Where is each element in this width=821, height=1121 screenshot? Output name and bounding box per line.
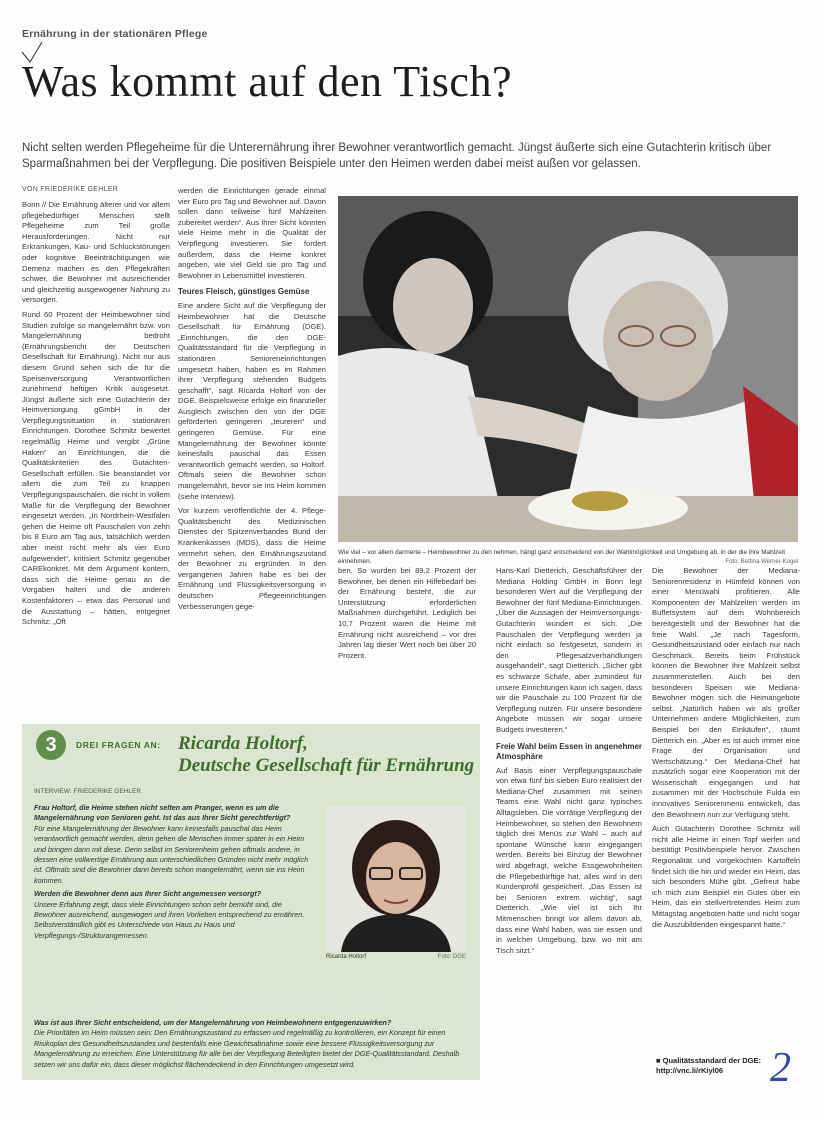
handwritten-number: 2	[770, 1045, 791, 1091]
interview-answer: Für eine Mangelernährung der Bewohner kann keinesfalls pauschal das Heim verantwortlich gemacht werden, denn gehen die Menschen immer später in ein Heim und bringen dann mit diese. Denn selbst im Seniorenheim gehen oftmals andere, in dessen eine vollwertige Ernährung aus unterschiedlichen Gründen nicht mehr möglich ist. Oftmals sind die Bewohner dann bereits schon mangelernährt, wenn sie ins Heim kommen.	[34, 823, 309, 885]
article-column-5	[652, 566, 800, 1046]
interview-byline: INTERVIEW: FRIEDERIKE GEHLER	[34, 788, 142, 795]
interview-label: DREI FRAGEN AN:	[76, 740, 161, 750]
photo-credit: Foto: Bettina Werner-Kogel	[725, 559, 798, 565]
paragraph: Auf Basis einer Verpflegungspauschale von etwa fünf bis sieben Euro realisiert der Mediana-Chef zusammen mit seinen Teams eine Wahl nicht ganz typisches Alltagsleben. Die vorrätige Verpflegung der Heimbewohner, so stehen den Bewohnern täglich drei Menüs zur Wahl – auch auf spontane Wünsche kann eingegangen werden. Bereits bei Einzug der Bewohner wird abgefragt, welche Essgewohnheiten die Pflegebedürftige hat, alles wird in den Kundenprofil gespeichert. „Das Essen ist bei Senioren extrem wichtig“, sagt Dietterich. „Wie viel ist sich Ihr Mitmenschen bringt vor allem davon ab, dass eine Wahl haben, was sie essen und in welcher Umgebung, bzw. wo mit am Tisch sitzt.“	[496, 765, 642, 955]
portrait-name: Ricarda Holtorf	[326, 954, 367, 960]
interview-answer: Unsere Erfahrung zeigt, dass viele Einrichtungen schon sehr bemüht sind, die Bewohner ausreichend, ausgewogen und ihren Vorlieben entsprechend zu ernähren. Selbstverständlich gibt es Unterschiede von Haus zu Haus und Verpflegungs-/Strukturangemessen.	[34, 899, 305, 940]
interview-number-badge: 3	[36, 730, 66, 760]
article-column-4	[496, 566, 642, 1078]
portrait-credit: Foto: DGE	[437, 954, 466, 960]
footnote-url[interactable]: http://vnc.li/rKiyl06	[656, 1066, 724, 1075]
footnote-link	[656, 1056, 761, 1076]
lead-paragraph: Nicht selten werden Pflegeheime für die Unterernährung ihrer Bewohner verantwortlich gemacht. Jüngst äußerte sich eine Gutachterin kritisch über Sparmaßnahmen bei der Verpflegung. Die positiven Beispiele unter den Heimen werden dabei meist außen vor gelassen.	[22, 142, 772, 170]
article-column-3	[338, 566, 476, 686]
interview-name	[178, 733, 474, 777]
article-photo	[338, 196, 798, 542]
paragraph: Vor kurzem veröffentlichte der 4. Pflege-Qualitätsbericht des Medizinischen Dienstes der Spitzenverbandes Bund der Krankenkassen (MDS), dass die Heime vermehrt sehen, den Ernährungszustand der Bewohner zu ergründen. In den vergangenen Jahren habe es bei der Ernährung und Flüssigkeitsversorgung in deutschen Pflegeeinrichtungen Verbesserungen gege-	[178, 506, 326, 611]
photo-caption	[338, 548, 798, 566]
portrait-photo	[326, 806, 466, 952]
paragraph: Bonn // Die Ernährung älterer und vor allem pflegebedürftiger Menschen stellt Pflegeheime zum Teil große Herausforderungen. Nicht nur Erkrankungen, Kau- und Schluckstörungen oder kognitive Beeinträchtigungen wie Demenz machen es den Pflegekräften schwer, die Bewohner mit ausreichender und gleichzeitig ausgewogener Nahrung zu versorgen.	[22, 200, 170, 305]
paragraph: werden die Einrichtungen gerade einmal vier Euro pro Tag und Bewohner auf. Davon sollen dann teilweise fünf Mahlzeiten zubereitet werden“. Aus ihrer Sicht könnten viele Heime mehr in die Qualität der Verpflegung investieren. Sie fordert außerdem, dass die Heime konkret angeben, wie viel Geld sie pro Tag und Bewohner in Lebensmittel investieren.	[178, 186, 326, 280]
byline: VON FRIEDERIKE GEHLER	[22, 186, 119, 193]
kicker: Ernährung in der stationären Pflege	[22, 28, 208, 40]
paragraph: Die Bewohner der Mediana-Seniorenresidenz in Hümfeld können von einer Menüwahl profitieren. Alle Komponenten der Mahlzeiten werden im Buffetsystem auf dem Wohnbereich bereitgestellt und der Bewohner hat die freie Wahl. „Je nach Tagesform, Gesundheitszustand oder einfach nur nach Geschmack. Bereits beim Frühstück können die Bewohner ihre Mahlzeit selbst zusammenstellen. Auch bei den besonderen Speisen wie Mediana-Bewohner mögen sich die Heimangebote selbst. „Natürlich haben wir als großer Unternehmen andere Möglichkeiten, zum Beispiel bei den Einkäufen“, räumt Dietterich ein. „Aber es ist auch immer eine Frage der Organisation und Wertschätzung.“ Der Mediana-Chef hat zusätzlich sogar eine Kooperation mit der Wissenschaft eingegangen und hat zusammen mit der Hochschule Fulda ein innovatives Seniorenmenü entwickelt, das den Bewohnern nun zur Verfügung steht.	[652, 566, 800, 819]
paragraph: Rund 60 Prozent der Heimbewohner sind Studien zufolge so mangelernährt bzw. von Mangelernährung bedroht (Ernährungsbericht der Deutschen Gesellschaft für Ernährung). Nicht nur aus diesem Grund sehen sich die für die Speisenversorgung Verantwortlichen zunehmend heftigen Kritik ausgesetzt. Jüngst äußerte sich eine Gutachterin der Heimversorgung gGmbH in der Verpflegungssituation in stationären Einrichtungen. Dorothee Schmitz bewertet regelmäßig Heime und vergibt „Grüne Haken“ an Einrichtungen, die die Qualitätskriterien des Gutachten-Gesellschaft erfüllen. Sie beanstandet vor allem die zum Teil zu knappen Verpflegungspauschalen, die nicht in vollem Maße für die Verpflegung der Bewohner eingesetzt werden. „In Nordrhein-Westfalen gehen die Heime oft Pauschalen von zehn bis 8 Euro am Tag aus, tatsächlich werden aber meist nicht mehr als vier Euro aufgewendet“, kritisiert Schmitz gegenüber CAREkonkret. Mit dem Argument kontern, dass sich die Heime genau an die Vorgaben halten und die anderen Kostenfaktoren – etwa das Personal und die Ausstattung – hätten, entgegnet Schmitz: „Oft	[22, 309, 170, 627]
paragraph: Auch Gutachterin Dorothee Schmitz will nicht alle Heime in einen Topf werfen und bestätigt Positivbeispiele hervor. Zwischen Regionalität und vorgekochten Kartoffeln findet sich die hin und wieder ein Heim, das sich besonders Mühe gibt. „Gefreut habe ich mich zum Beispiel ein Gutes über ein Heim, das ein stellvertretendes Heim zum Mittagstag angeboten hatte und nicht sogar die Auszubildenden eingespannt hatte.“	[652, 824, 800, 929]
interview-answer: Die Prioritäten im Heim müssen sein: Den Ernährungszustand zu erfassen und regelmäßig zu kontrollieren, ein Konzept für einen Risikoplan des Gesundheitszustandes und bestenfalls eine Gewichtsabnahme sowie eine bessere Flüssigkeitsversorgung zur Mangelernährung zu erreichen. Eine Unterstützung für alle bei der Verpflegung Beteiligten bietet der DGE-Qualitätsstandard. Deshalb setzen wir uns dafür ein, dass dieser möglichst flächendeckend in den Einrichtungen umgesetzt wird.	[34, 1028, 460, 1069]
footnote-title: ■ Qualitätsstandard der DGE:	[656, 1056, 761, 1065]
subheading: Freie Wahl beim Essen in angenehmer Atmosphäre	[496, 741, 642, 762]
article-column-2	[178, 186, 326, 706]
subheading: Teures Fleisch, günstiges Gemüse	[178, 287, 310, 297]
paragraph: Eine andere Sicht auf die Verpflegung der Heimbewohner hat die Deutsche Gesellschaft für Ernährung (DGE). „Einrichtungen, die den DGE-Qualitätsstandard für die Verpflegung in stationären Senioreneinrichtungen umgesetzt haben, haben es im Rahmen ihrer Verpflegung stehenden Budgets geschafft“, sagt Ricarda Holtorf von der DGE. Beispielsweise erfolge ein finanzieller Ausgleich zwischen den von der DGE geförderten geringeren „teureren“ und geringeren Gemüse. Für eine Mangelernährung der Bewohner könnte keinesfalls pauschal das Essen verantwortlich gemacht werden, so Holtorf. Oftmals seien die Bewohner schon mangelernährt, bevor sie ins Heim kommen (siehe Interview).	[178, 300, 326, 501]
article-column-1	[22, 200, 170, 705]
paragraph: ben. So wurden bei 89,2 Prozent der Bewohner, bei denen ein Hilfebedarf bei der Ernährung besteht, die zur Unterstützung erforderlichen Maßnahmen durchgeführt. Lediglich bei 10,7 Prozent waren die Heime mit Ernährung nicht ausreichend – vor drei Jahren lag dieser Wert noch bei über 20 Prozent.	[338, 566, 476, 660]
interview-question: Frau Holtorf, die Heime stehen nicht selten am Pranger, wenn es um die Mangelernährung von Senioren geht. Ist das aus Ihrer Sicht gerechtfertigt?	[34, 803, 291, 823]
interview-text-bottom	[34, 1018, 470, 1070]
caption-text: Wie viel – vor allem darmerte – Heimbewohner zu den nehmen, hängt ganz entscheidend von der Wahlmöglichkeit und Umgebung ab, in der die ihre Mahlzeit einnehmen.	[338, 549, 785, 565]
interview-text	[34, 800, 314, 941]
interview-organization: Deutsche Gesellschaft für Ernährung	[178, 755, 475, 776]
interview-question: Was ist aus Ihrer Sicht entscheidend, um der Mangelernährung von Heimbewohnern entgegenzuwirken?	[34, 1018, 392, 1027]
portrait-caption	[326, 954, 466, 960]
paragraph: Hans-Karl Dietterich, Geschäftsführer der Mediana Holding GmbH in Bonn legt besonderen Wert auf die Verpflegung der Bewohner der fünf Mediana-Einrichtungen. „Über die Aussagen der Heimversorgungs-Gutachterin wundert er sich. „Die Pauschalen der Verpflegung werden ja nicht einfach so festgesetzt, sondern in den Pflegesatzverhandlungen ausgehandelt“, sagt Dietterich. „Sicher gibt es schwarze Schafe, aber zumindest für unsere Einrichtungen kann ich sagen, dass wir die Pauschale zu 100 Prozent für die Verpflegung nutzen. Für unsere besondere Angebote müssen wir sogar unsere Budgets investieren.“	[496, 566, 642, 734]
interview-name-line: Ricarda Holtorf,	[178, 733, 308, 754]
footnote-text: Qualitätsstandard der DGE:	[662, 1056, 761, 1065]
interview-question: Werden die Bewohner denn aus Ihrer Sicht angemessen versorgt?	[34, 889, 262, 899]
page-title: Was kommt auf den Tisch?	[22, 57, 512, 106]
